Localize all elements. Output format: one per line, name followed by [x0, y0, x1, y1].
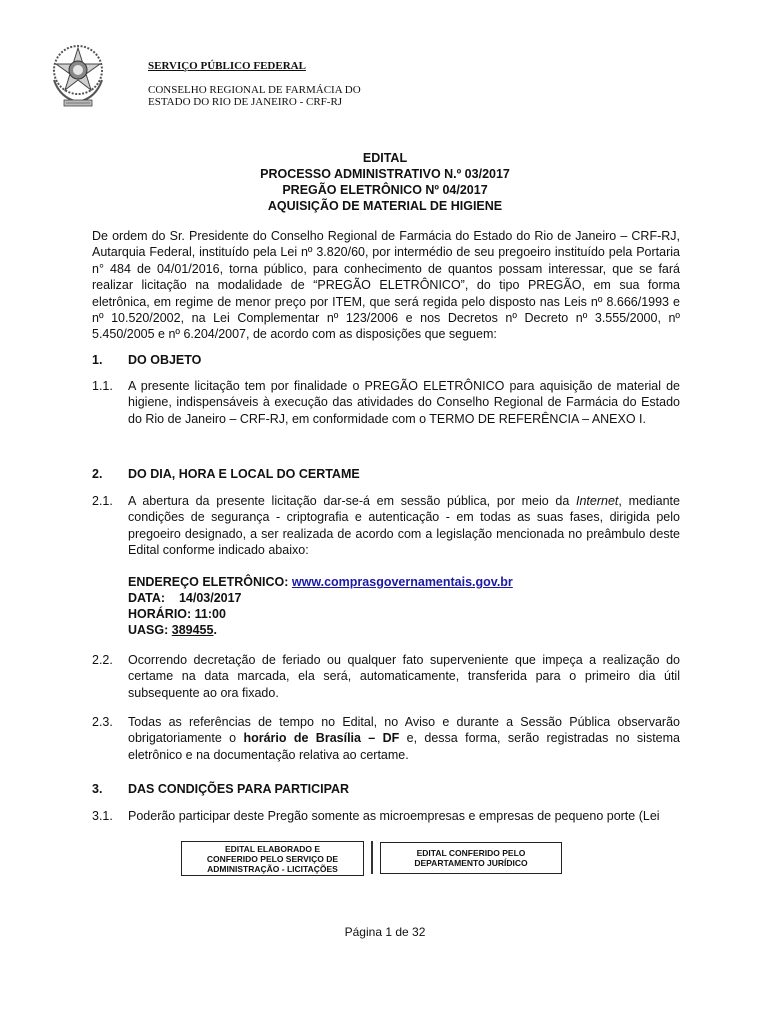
clause-1-1: [92, 378, 680, 427]
section-number: 3.: [92, 782, 103, 796]
clause-text-part: , mediante condições de segurança - criptografia e autenticação - em todas as suas fases, dirigida pelo pregoeiro designado, a ser realizada de acordo com a legislação mencionada no preâmbulo deste Edital conforme indicado abaixo:: [128, 494, 680, 558]
clause-text: [128, 493, 680, 559]
organization-name: [148, 84, 361, 108]
stamp-box-licitacoes: [181, 841, 364, 876]
clause-text: Ocorrendo decretação de feriado ou qualquer fato superveniente que impeça a realização do certame na data marcada, ela será, automaticamente, transferida para o primeiro dia útil subsequente ao ora fixado.: [128, 653, 680, 700]
clause-number: 3.1.: [92, 809, 113, 823]
clause-number: 2.3.: [92, 715, 113, 729]
section-label: DAS CONDIÇÕES PARA PARTICIPAR: [128, 782, 350, 796]
clause-text: [128, 714, 680, 763]
service-title: SERVIÇO PÚBLICO FEDERAL: [148, 60, 306, 72]
stamp-line: ADMINISTRAÇÃO - LICITAÇÕES: [207, 863, 338, 874]
date-label: DATA:: [128, 591, 166, 605]
intro-paragraph: De ordem do Sr. Presidente do Conselho Regional de Farmácia do Estado do Rio de Janeiro – CRF-RJ, Autarquia Federal, instituído pela Lei nº 3.820/60, por intermédio de seu pregoeiro instituído pela Portaria n° 484 de 04/01/2016, torna público, para conhecimento de quantos possam interessar, que se fará realizar licitação na modalidade de “PREGÃO ELETRÔNICO”, do tipo PREGÃO, em sua forma eletrônica, em regime de menor preço por ITEM, que será regida pelo disposto nas Leis nº 8.666/1993 e nº 10.520/2002, na Lei Complementar nº 123/2006 e nos Decretos nº Decreto nº 3.555/2000, nº 5.450/2005 e nº 6.204/2007, de acordo com as disposições que seguem:: [92, 229, 680, 342]
clause-3-1: [92, 808, 680, 824]
stamp-line: CONFERIDO PELO SERVIÇO DE: [206, 853, 339, 864]
brasilia-time-emphasis: horário de Brasília – DF: [243, 731, 400, 746]
title-aquisicao: AQUISIÇÃO DE MATERIAL DE HIGIENE: [267, 199, 503, 213]
date-line: [128, 590, 513, 606]
section-number: 2.: [92, 467, 103, 481]
session-info-block: [128, 574, 513, 638]
clause-text-part: A abertura da presente licitação dar-se-á em sessão pública, por meio da: [128, 494, 576, 508]
clause-2-3: [92, 714, 680, 763]
clause-number: 2.2.: [92, 653, 113, 667]
stamp-line: EDITAL CONFERIDO PELO: [416, 848, 526, 858]
uasg-label: UASG:: [128, 623, 172, 637]
uasg-value: 389455: [171, 623, 214, 637]
section-label: DO OBJETO: [128, 353, 202, 367]
clause-text: A presente licitação tem por finalidade o PREGÃO ELETRÔNICO para aquisição de material de higiene, indispensáveis à execução das atividades do Conselho Regional de Farmácia do Estado do Rio de Janeiro – CRF-RJ, em conformidade com o TERMO DE REFERÊNCIA – ANEXO I.: [128, 379, 680, 426]
stamp-line: EDITAL ELABORADO E: [224, 843, 321, 854]
title-pregao: PREGÃO ELETRÔNICO Nº 04/2017: [282, 183, 488, 197]
clause-text-part: e, dessa forma, serão registradas no sistema eletrônico e na documentação relativa ao certame.: [128, 731, 680, 762]
brazil-coat-of-arms-icon: [46, 40, 110, 112]
title-edital: EDITAL: [362, 151, 408, 165]
address-label: ENDEREÇO ELETRÔNICO:: [128, 575, 292, 589]
stamp-box-juridico: [380, 842, 562, 874]
clause-text-part: Todas as referências de tempo no Edital, no Aviso e durante a Sessão Pública observarão obrigatoriamente o: [128, 715, 680, 746]
clause-2-2: [92, 652, 680, 701]
time-line: HORÁRIO: 11:00: [128, 607, 226, 621]
internet-term: Internet: [576, 494, 619, 508]
org-line-2: ESTADO DO RIO DE JANEIRO - CRF-RJ: [148, 96, 343, 108]
uasg-line: [128, 622, 513, 638]
org-line-1: CONSELHO REGIONAL DE FARMÁCIA DO: [148, 84, 361, 96]
compras-governamentais-link[interactable]: www.comprasgovernamentais.gov.br: [291, 575, 513, 589]
clause-number: 1.1.: [92, 379, 113, 393]
clause-number: 2.1.: [92, 494, 113, 508]
document-title-block: [0, 150, 770, 214]
page-number: Página 1 de 32: [344, 925, 426, 939]
section-label: DO DIA, HORA E LOCAL DO CERTAME: [128, 467, 360, 481]
date-value: 14/03/2017: [178, 591, 242, 605]
stamp-line: DEPARTAMENTO JURÍDICO: [414, 858, 528, 868]
section-number: 1.: [92, 353, 103, 367]
address-line: [128, 574, 513, 590]
stamp-divider: [371, 841, 373, 874]
clause-2-1: [92, 493, 680, 559]
title-processo: PROCESSO ADMINISTRATIVO N.º 03/2017: [260, 167, 510, 181]
clause-text: Poderão participar deste Pregão somente as microempresas e empresas de pequeno porte (Lei: [128, 809, 660, 823]
uasg-end: .: [213, 623, 217, 637]
